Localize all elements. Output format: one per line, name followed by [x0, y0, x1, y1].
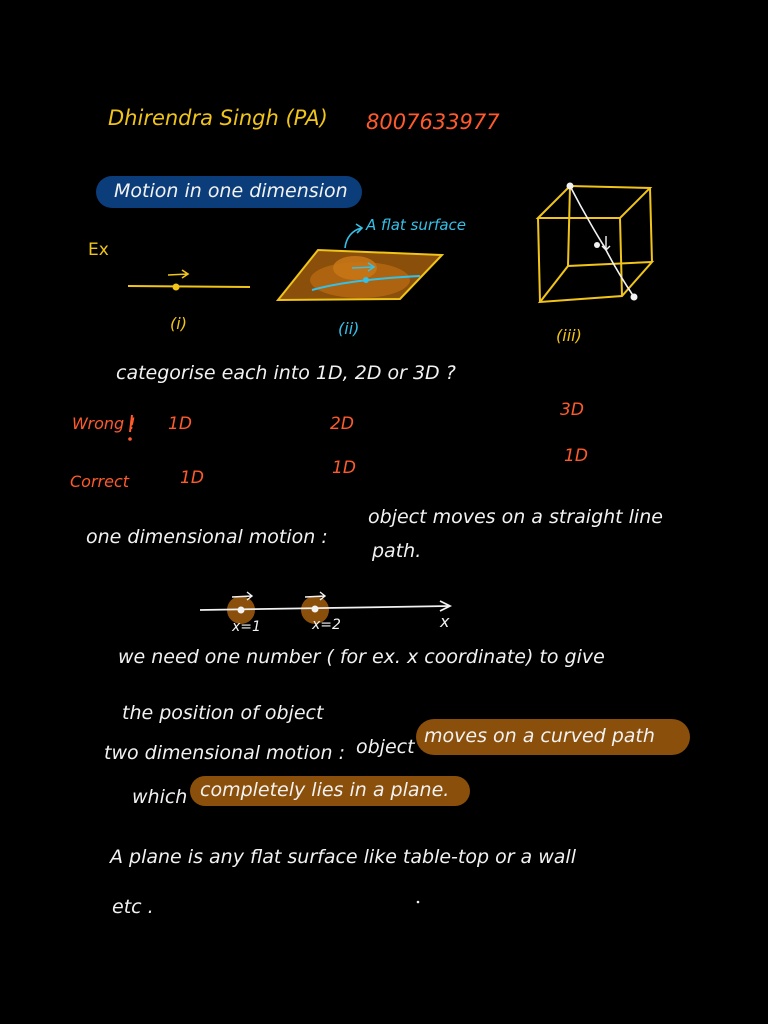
two-d-text-b: which — [132, 786, 188, 808]
point-label-2: x=2 — [312, 617, 341, 633]
plane-note-2: etc . — [112, 896, 154, 918]
flat-surface-label: A flat surface — [366, 216, 466, 234]
wrong-answer-3: 3D — [560, 400, 584, 420]
one-d-note-2: the position of object — [122, 702, 324, 724]
label-ii: (ii) — [338, 319, 360, 338]
question-text: categorise each into 1D, 2D or 3D ? — [116, 362, 456, 384]
wrong-answer-1: 1D — [168, 414, 192, 434]
axis-label: x — [440, 612, 450, 631]
two-d-highlight-1: moves on a curved path — [424, 725, 655, 747]
correct-label: Correct — [70, 472, 130, 491]
one-d-definition-1: object moves on a straight line — [368, 506, 663, 528]
label-iii: (iii) — [556, 326, 582, 345]
two-d-heading: two dimensional motion : — [104, 742, 346, 764]
one-d-note-1: we need one number ( for ex. x coordinate) to give — [118, 646, 605, 668]
one-d-definition-2: path. — [372, 540, 422, 562]
two-d-text-a: object — [356, 736, 415, 758]
correct-answer-2: 1D — [332, 458, 356, 478]
plane-note-1: A plane is any flat surface like table-top or a wall — [110, 846, 576, 868]
ex-label: Ex — [88, 240, 109, 260]
one-d-heading: one dimensional motion : — [86, 526, 328, 548]
wrong-answer-2: 2D — [330, 414, 354, 434]
diagram-flat-surface — [278, 224, 442, 300]
wrong-label: Wrong ! — [72, 414, 136, 433]
correct-answer-1: 1D — [180, 468, 204, 488]
author-name: Dhirendra Singh (PA) — [108, 106, 328, 130]
label-i: (i) — [170, 314, 187, 333]
topic-title: Motion in one dimension — [114, 180, 348, 202]
phone-number: 8007633977 — [366, 110, 500, 134]
two-d-highlight-2: completely lies in a plane. — [200, 779, 450, 801]
correct-answer-3: 1D — [564, 446, 588, 466]
diagram-one-line — [128, 270, 250, 291]
point-label-1: x=1 — [232, 619, 261, 635]
